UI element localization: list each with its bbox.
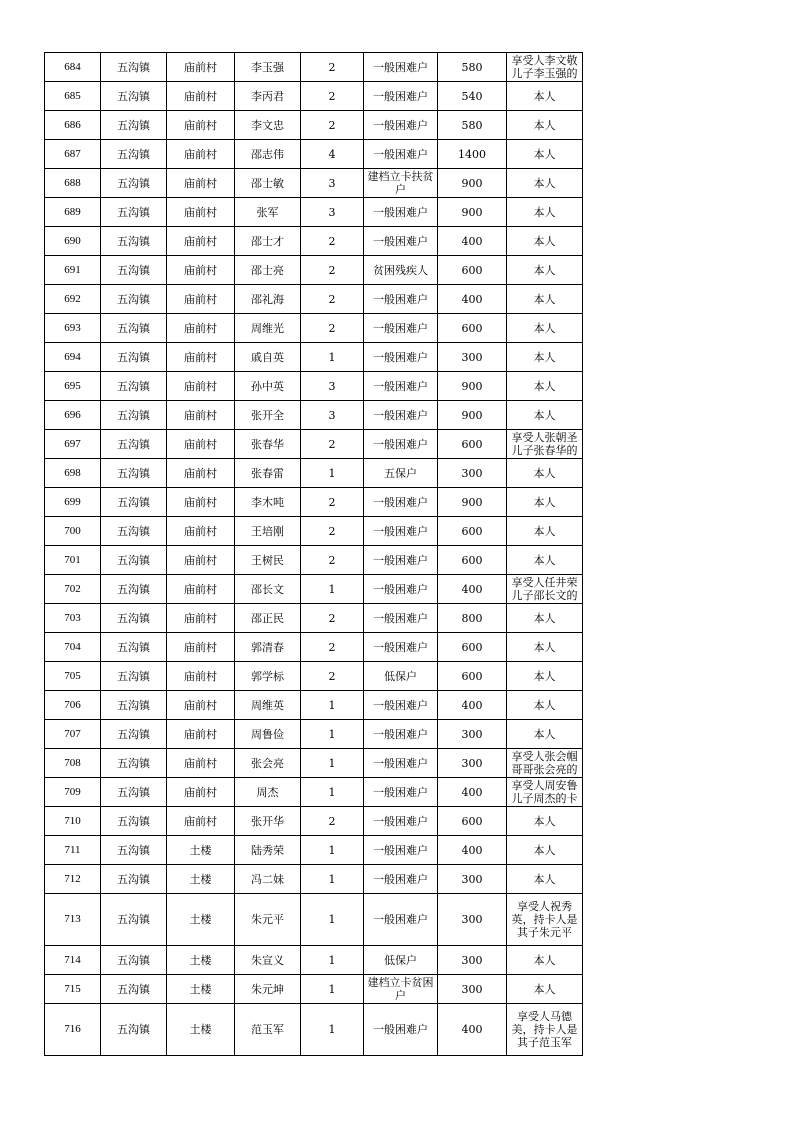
cell-count: 1 [301, 343, 364, 372]
cell-no: 712 [45, 865, 101, 894]
cell-amount: 800 [438, 604, 507, 633]
cell-village: 庙前村 [167, 459, 235, 488]
cell-no: 716 [45, 1004, 101, 1056]
cell-amount: 900 [438, 198, 507, 227]
cell-village: 庙前村 [167, 633, 235, 662]
cell-no: 714 [45, 946, 101, 975]
cell-no: 688 [45, 169, 101, 198]
cell-no: 710 [45, 807, 101, 836]
cell-village: 庙前村 [167, 256, 235, 285]
table-row [45, 82, 583, 111]
cell-remark: 享受人祝秀英，持卡人是其子朱元平 [507, 894, 583, 946]
cell-name: 张会亮 [235, 749, 301, 778]
cell-town: 五沟镇 [101, 691, 167, 720]
cell-name: 张春雷 [235, 459, 301, 488]
cell-amount: 900 [438, 401, 507, 430]
cell-village: 庙前村 [167, 749, 235, 778]
table-row [45, 749, 583, 778]
cell-name: 张军 [235, 198, 301, 227]
cell-count: 3 [301, 401, 364, 430]
cell-village: 庙前村 [167, 517, 235, 546]
cell-town: 五沟镇 [101, 975, 167, 1004]
cell-remark: 本人 [507, 546, 583, 575]
cell-name: 周杰 [235, 778, 301, 807]
cell-category: 一般困难户 [364, 488, 438, 517]
cell-no: 705 [45, 662, 101, 691]
cell-no: 713 [45, 894, 101, 946]
cell-category: 一般困难户 [364, 285, 438, 314]
cell-category: 一般困难户 [364, 604, 438, 633]
cell-remark: 本人 [507, 633, 583, 662]
cell-village: 庙前村 [167, 807, 235, 836]
cell-remark: 本人 [507, 946, 583, 975]
cell-name: 周鲁俭 [235, 720, 301, 749]
cell-no: 695 [45, 372, 101, 401]
cell-remark: 本人 [507, 662, 583, 691]
cell-town: 五沟镇 [101, 111, 167, 140]
cell-count: 1 [301, 691, 364, 720]
cell-village: 庙前村 [167, 82, 235, 111]
cell-village: 庙前村 [167, 140, 235, 169]
table-row [45, 459, 583, 488]
cell-category: 贫困残疾人 [364, 256, 438, 285]
cell-amount: 600 [438, 430, 507, 459]
cell-name: 戚自英 [235, 343, 301, 372]
cell-no: 689 [45, 198, 101, 227]
cell-town: 五沟镇 [101, 836, 167, 865]
cell-no: 706 [45, 691, 101, 720]
cell-name: 李木吨 [235, 488, 301, 517]
cell-remark: 本人 [507, 198, 583, 227]
cell-count: 1 [301, 865, 364, 894]
cell-name: 冯二妹 [235, 865, 301, 894]
cell-count: 1 [301, 894, 364, 946]
table-row [45, 488, 583, 517]
cell-no: 707 [45, 720, 101, 749]
cell-town: 五沟镇 [101, 372, 167, 401]
cell-category: 一般困难户 [364, 633, 438, 662]
cell-count: 2 [301, 111, 364, 140]
cell-count: 3 [301, 198, 364, 227]
cell-town: 五沟镇 [101, 546, 167, 575]
cell-village: 土楼 [167, 836, 235, 865]
cell-category: 一般困难户 [364, 401, 438, 430]
cell-remark: 本人 [507, 604, 583, 633]
cell-town: 五沟镇 [101, 53, 167, 82]
cell-town: 五沟镇 [101, 488, 167, 517]
cell-name: 邵正民 [235, 604, 301, 633]
cell-count: 2 [301, 256, 364, 285]
cell-no: 703 [45, 604, 101, 633]
relief-roster-table [44, 52, 583, 1056]
table-row [45, 575, 583, 604]
cell-name: 邵志伟 [235, 140, 301, 169]
cell-count: 2 [301, 633, 364, 662]
cell-remark: 本人 [507, 691, 583, 720]
cell-count: 2 [301, 807, 364, 836]
cell-amount: 400 [438, 836, 507, 865]
cell-remark: 本人 [507, 401, 583, 430]
table-row [45, 430, 583, 459]
cell-name: 邵长文 [235, 575, 301, 604]
cell-town: 五沟镇 [101, 314, 167, 343]
cell-village: 庙前村 [167, 546, 235, 575]
cell-count: 2 [301, 53, 364, 82]
cell-count: 1 [301, 720, 364, 749]
table-row [45, 604, 583, 633]
cell-village: 土楼 [167, 946, 235, 975]
cell-no: 708 [45, 749, 101, 778]
cell-no: 698 [45, 459, 101, 488]
cell-amount: 300 [438, 975, 507, 1004]
cell-village: 庙前村 [167, 227, 235, 256]
cell-town: 五沟镇 [101, 459, 167, 488]
table-row [45, 1004, 583, 1056]
cell-category: 低保户 [364, 662, 438, 691]
cell-village: 庙前村 [167, 372, 235, 401]
cell-town: 五沟镇 [101, 82, 167, 111]
cell-amount: 400 [438, 691, 507, 720]
cell-remark: 本人 [507, 314, 583, 343]
cell-remark: 本人 [507, 256, 583, 285]
cell-category: 建档立卡贫困户 [364, 975, 438, 1004]
cell-category: 一般困难户 [364, 836, 438, 865]
cell-no: 697 [45, 430, 101, 459]
cell-no: 692 [45, 285, 101, 314]
table-row [45, 140, 583, 169]
cell-town: 五沟镇 [101, 749, 167, 778]
cell-category: 一般困难户 [364, 82, 438, 111]
cell-amount: 300 [438, 343, 507, 372]
cell-no: 685 [45, 82, 101, 111]
cell-category: 一般困难户 [364, 749, 438, 778]
cell-amount: 540 [438, 82, 507, 111]
cell-remark: 本人 [507, 517, 583, 546]
cell-category: 一般困难户 [364, 372, 438, 401]
table-row [45, 894, 583, 946]
cell-village: 庙前村 [167, 285, 235, 314]
cell-category: 低保户 [364, 946, 438, 975]
cell-count: 2 [301, 227, 364, 256]
cell-category: 一般困难户 [364, 575, 438, 604]
cell-category: 五保户 [364, 459, 438, 488]
cell-amount: 600 [438, 546, 507, 575]
cell-category: 一般困难户 [364, 314, 438, 343]
table-row [45, 865, 583, 894]
cell-count: 2 [301, 546, 364, 575]
cell-remark: 本人 [507, 807, 583, 836]
cell-remark: 本人 [507, 865, 583, 894]
cell-remark: 享受人马德美，持卡人是其子范玉军 [507, 1004, 583, 1056]
cell-town: 五沟镇 [101, 633, 167, 662]
cell-name: 周维英 [235, 691, 301, 720]
cell-village: 庙前村 [167, 401, 235, 430]
table-row [45, 778, 583, 807]
cell-village: 庙前村 [167, 430, 235, 459]
cell-name: 张开全 [235, 401, 301, 430]
table-body [45, 53, 583, 1056]
cell-category: 一般困难户 [364, 546, 438, 575]
cell-amount: 600 [438, 633, 507, 662]
cell-category: 一般困难户 [364, 778, 438, 807]
cell-remark: 本人 [507, 488, 583, 517]
cell-name: 李丙君 [235, 82, 301, 111]
cell-remark: 本人 [507, 720, 583, 749]
cell-remark: 本人 [507, 111, 583, 140]
table-row [45, 691, 583, 720]
cell-no: 691 [45, 256, 101, 285]
cell-town: 五沟镇 [101, 1004, 167, 1056]
cell-no: 711 [45, 836, 101, 865]
cell-category: 一般困难户 [364, 53, 438, 82]
table-row [45, 633, 583, 662]
table-row [45, 256, 583, 285]
cell-name: 郭学标 [235, 662, 301, 691]
cell-village: 庙前村 [167, 778, 235, 807]
cell-category: 一般困难户 [364, 111, 438, 140]
cell-name: 郭清春 [235, 633, 301, 662]
cell-town: 五沟镇 [101, 575, 167, 604]
cell-town: 五沟镇 [101, 227, 167, 256]
table-row [45, 401, 583, 430]
cell-amount: 300 [438, 946, 507, 975]
cell-category: 一般困难户 [364, 720, 438, 749]
cell-no: 693 [45, 314, 101, 343]
cell-village: 庙前村 [167, 720, 235, 749]
table-row [45, 975, 583, 1004]
table-row [45, 517, 583, 546]
cell-count: 1 [301, 459, 364, 488]
cell-remark: 本人 [507, 372, 583, 401]
table-row [45, 198, 583, 227]
cell-village: 庙前村 [167, 111, 235, 140]
cell-amount: 580 [438, 53, 507, 82]
cell-village: 土楼 [167, 865, 235, 894]
cell-name: 邵士才 [235, 227, 301, 256]
cell-name: 邵礼海 [235, 285, 301, 314]
cell-category: 一般困难户 [364, 894, 438, 946]
table-row [45, 836, 583, 865]
cell-count: 2 [301, 314, 364, 343]
cell-count: 2 [301, 430, 364, 459]
cell-village: 土楼 [167, 975, 235, 1004]
cell-count: 1 [301, 1004, 364, 1056]
table-row [45, 372, 583, 401]
cell-no: 700 [45, 517, 101, 546]
table-row [45, 946, 583, 975]
cell-amount: 300 [438, 749, 507, 778]
table-row [45, 285, 583, 314]
cell-remark: 本人 [507, 227, 583, 256]
cell-name: 邵士亮 [235, 256, 301, 285]
cell-amount: 900 [438, 372, 507, 401]
cell-name: 朱元坤 [235, 975, 301, 1004]
cell-amount: 300 [438, 865, 507, 894]
cell-village: 庙前村 [167, 343, 235, 372]
cell-village: 土楼 [167, 894, 235, 946]
cell-no: 684 [45, 53, 101, 82]
cell-count: 2 [301, 488, 364, 517]
cell-count: 3 [301, 372, 364, 401]
cell-category: 一般困难户 [364, 865, 438, 894]
cell-count: 2 [301, 604, 364, 633]
cell-town: 五沟镇 [101, 401, 167, 430]
cell-town: 五沟镇 [101, 343, 167, 372]
cell-no: 687 [45, 140, 101, 169]
cell-remark: 本人 [507, 836, 583, 865]
cell-amount: 300 [438, 459, 507, 488]
cell-count: 1 [301, 749, 364, 778]
table-row [45, 169, 583, 198]
cell-category: 一般困难户 [364, 1004, 438, 1056]
table-row [45, 343, 583, 372]
cell-remark: 享受人任井荣儿子邵长文的 [507, 575, 583, 604]
cell-remark: 享受人张朝圣儿子张春华的 [507, 430, 583, 459]
cell-town: 五沟镇 [101, 720, 167, 749]
cell-amount: 600 [438, 517, 507, 546]
cell-count: 2 [301, 517, 364, 546]
cell-name: 周维光 [235, 314, 301, 343]
cell-name: 张春华 [235, 430, 301, 459]
cell-amount: 600 [438, 314, 507, 343]
cell-remark: 本人 [507, 169, 583, 198]
cell-village: 庙前村 [167, 604, 235, 633]
cell-village: 庙前村 [167, 53, 235, 82]
cell-count: 1 [301, 778, 364, 807]
cell-no: 696 [45, 401, 101, 430]
cell-category: 一般困难户 [364, 227, 438, 256]
cell-category: 一般困难户 [364, 807, 438, 836]
cell-town: 五沟镇 [101, 285, 167, 314]
table-row [45, 662, 583, 691]
cell-village: 土楼 [167, 1004, 235, 1056]
cell-name: 孙中英 [235, 372, 301, 401]
table-row [45, 807, 583, 836]
cell-town: 五沟镇 [101, 662, 167, 691]
cell-amount: 580 [438, 111, 507, 140]
cell-name: 邵士敏 [235, 169, 301, 198]
cell-town: 五沟镇 [101, 140, 167, 169]
cell-amount: 400 [438, 778, 507, 807]
cell-category: 一般困难户 [364, 691, 438, 720]
cell-remark: 本人 [507, 343, 583, 372]
cell-no: 702 [45, 575, 101, 604]
cell-remark: 享受人周安鲁儿子周杰的卡 [507, 778, 583, 807]
cell-town: 五沟镇 [101, 198, 167, 227]
cell-remark: 本人 [507, 459, 583, 488]
cell-count: 1 [301, 575, 364, 604]
cell-amount: 400 [438, 575, 507, 604]
cell-village: 庙前村 [167, 691, 235, 720]
cell-name: 王树民 [235, 546, 301, 575]
cell-remark: 本人 [507, 975, 583, 1004]
table-row [45, 314, 583, 343]
cell-amount: 900 [438, 169, 507, 198]
cell-name: 李文忠 [235, 111, 301, 140]
cell-amount: 400 [438, 227, 507, 256]
cell-count: 2 [301, 285, 364, 314]
cell-town: 五沟镇 [101, 430, 167, 459]
cell-no: 690 [45, 227, 101, 256]
cell-town: 五沟镇 [101, 169, 167, 198]
cell-amount: 400 [438, 285, 507, 314]
cell-no: 715 [45, 975, 101, 1004]
cell-name: 范玉军 [235, 1004, 301, 1056]
cell-amount: 400 [438, 1004, 507, 1056]
cell-count: 1 [301, 946, 364, 975]
cell-remark: 本人 [507, 82, 583, 111]
cell-name: 张开华 [235, 807, 301, 836]
cell-remark: 享受人李文敬儿子李玉强的 [507, 53, 583, 82]
cell-town: 五沟镇 [101, 256, 167, 285]
cell-category: 一般困难户 [364, 140, 438, 169]
cell-count: 3 [301, 169, 364, 198]
cell-name: 李玉强 [235, 53, 301, 82]
cell-town: 五沟镇 [101, 517, 167, 546]
cell-category: 一般困难户 [364, 430, 438, 459]
cell-amount: 1400 [438, 140, 507, 169]
cell-category: 一般困难户 [364, 343, 438, 372]
cell-amount: 300 [438, 894, 507, 946]
cell-town: 五沟镇 [101, 946, 167, 975]
cell-count: 1 [301, 836, 364, 865]
cell-category: 建档立卡扶贫户 [364, 169, 438, 198]
cell-amount: 300 [438, 720, 507, 749]
cell-count: 4 [301, 140, 364, 169]
cell-amount: 600 [438, 807, 507, 836]
cell-town: 五沟镇 [101, 894, 167, 946]
cell-name: 朱宣义 [235, 946, 301, 975]
cell-remark: 本人 [507, 140, 583, 169]
cell-town: 五沟镇 [101, 807, 167, 836]
table-row [45, 227, 583, 256]
cell-no: 686 [45, 111, 101, 140]
table-row [45, 546, 583, 575]
cell-village: 庙前村 [167, 169, 235, 198]
cell-village: 庙前村 [167, 198, 235, 227]
cell-count: 2 [301, 82, 364, 111]
cell-village: 庙前村 [167, 575, 235, 604]
cell-no: 701 [45, 546, 101, 575]
cell-name: 朱元平 [235, 894, 301, 946]
cell-amount: 600 [438, 256, 507, 285]
cell-village: 庙前村 [167, 314, 235, 343]
cell-amount: 900 [438, 488, 507, 517]
cell-amount: 600 [438, 662, 507, 691]
cell-village: 庙前村 [167, 662, 235, 691]
cell-no: 699 [45, 488, 101, 517]
table-row [45, 111, 583, 140]
cell-remark: 本人 [507, 285, 583, 314]
cell-count: 1 [301, 975, 364, 1004]
cell-no: 704 [45, 633, 101, 662]
cell-category: 一般困难户 [364, 517, 438, 546]
cell-name: 陆秀荣 [235, 836, 301, 865]
cell-village: 庙前村 [167, 488, 235, 517]
cell-town: 五沟镇 [101, 604, 167, 633]
table-row [45, 720, 583, 749]
cell-category: 一般困难户 [364, 198, 438, 227]
cell-town: 五沟镇 [101, 778, 167, 807]
cell-name: 王培刚 [235, 517, 301, 546]
cell-no: 694 [45, 343, 101, 372]
cell-remark: 享受人张会帼哥哥张会亮的 [507, 749, 583, 778]
cell-town: 五沟镇 [101, 865, 167, 894]
cell-count: 2 [301, 662, 364, 691]
table-row [45, 53, 583, 82]
cell-no: 709 [45, 778, 101, 807]
